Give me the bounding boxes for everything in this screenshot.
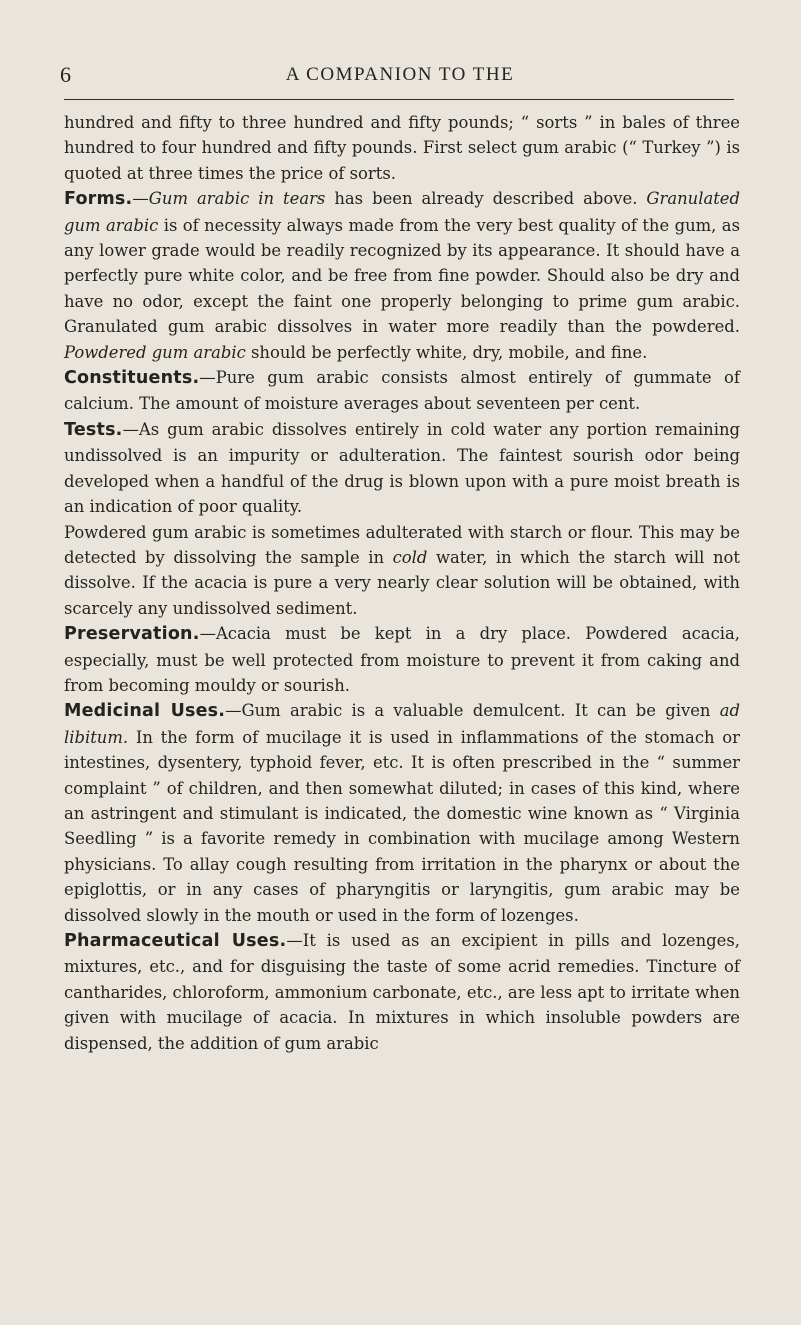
- section-heading: Constituents.: [64, 368, 200, 389]
- section-heading: Medicinal Uses.: [64, 701, 226, 722]
- paragraph-text: hundred and fifty to three hundred and fifty pounds; “ sorts ” in bales of three hundred to four hundred and fifty pounds. First select gum arabic (“ Turkey ”) is quoted at three times the price of sorts.: [64, 113, 740, 183]
- dash: —: [132, 189, 149, 209]
- page-header: [60, 62, 740, 86]
- paragraph-text: should be perfectly white, dry, mobile, and fine.: [245, 342, 648, 362]
- section-preservation: [64, 621, 740, 698]
- section-medicinal-uses: [64, 698, 740, 928]
- paragraph-text: water, in which the starch will not dissolve. If the acacia is pure a very nearly clear solution will be obtained, with scarcely any undissolved sediment.: [64, 547, 740, 618]
- section-heading: Tests.: [64, 419, 123, 440]
- page-body: [64, 110, 740, 1056]
- page-number: 6: [60, 62, 72, 87]
- paragraph-text: Powdered gum arabic is sometimes adulterated with starch or flour. This may be detected by dissolving the sample in: [64, 522, 740, 567]
- paragraph-text: —It is used as an excipient in pills and lozenges, mixtures, etc., and for disguising the taste of some acrid remedies. Tincture of cantharides, chloroform, ammonium carbonate, etc., are less apt to irritate when given with mucilage of acacia. In mixtures in which insoluble powders are dispensed, the addition of gum arabic: [64, 931, 740, 1053]
- section-forms: [64, 186, 740, 365]
- paragraph-adulteration: [64, 520, 740, 622]
- italic-term: cold: [392, 547, 428, 567]
- paragraph-text: —Gum arabic is a valuable demulcent. It can be given: [225, 701, 720, 721]
- paragraph-text: —Acacia must be kept in a dry place. Powdered acacia, especially, must be well protected from moisture to prevent it from caking and from becoming mouldy or sourish.: [64, 624, 740, 695]
- italic-term: Granulated gum arabic: [64, 189, 740, 235]
- section-pharmaceutical-uses: [64, 928, 740, 1056]
- paragraph-text: —As gum arabic dissolves entirely in cold water any portion remaining undissolved is an impurity or adulteration. The faintest sourish odor being developed when a handful of the drug is blown upon with a pure moist breath is an indication of poor quality.: [64, 419, 740, 517]
- italic-term: Gum arabic in tears: [148, 189, 326, 209]
- header-rule: [64, 99, 734, 100]
- italic-term: Powdered gum arabic: [64, 342, 246, 362]
- section-heading: Preservation.: [64, 624, 200, 645]
- paragraph-text: —Pure gum arabic consists almost entirely of gummate of calcium. The amount of moisture averages about seventeen per cent.: [64, 368, 740, 414]
- paragraph-continuation: [64, 110, 740, 186]
- section-heading: Forms.: [64, 189, 133, 210]
- italic-term: ad libitum.: [64, 701, 740, 747]
- section-tests: [64, 417, 740, 520]
- section-constituents: [64, 365, 740, 417]
- paragraph-text: has been already described above.: [325, 189, 647, 209]
- paragraph-text: In the form of mucilage it is used in inflammations of the stomach or intestines, dysentery, typhoid fever, etc. It is often prescribed in the “ summer complaint ” of children, and then somewhat diluted; in cases of this kind, where an astringent and stimulant is indicated, the domestic wine known as “ Virginia Seedling ” is a favorite remedy in combination with mucilage among Western physicians. To allay cough resulting from irritation in the pharynx or about the epiglottis, or in any cases of pharyngitis or laryngitis, gum arabic may be dissolved slowly in the mouth or used in the form of lozenges.: [64, 727, 740, 925]
- section-heading: Pharmaceutical Uses.: [64, 931, 287, 951]
- paragraph-text: is of necessity always made from the very best quality of the gum, as any lower grade would be readily recognized by its appearance. It should have a perfectly pure white color, and be free from fine powder. Should also be dry and have no odor, except the faint one properly belonging to prime gum arabic. Granulated gum arabic dissolves in water more readily than the powdered.: [64, 215, 740, 337]
- running-head: A COMPANION TO THE: [285, 64, 515, 85]
